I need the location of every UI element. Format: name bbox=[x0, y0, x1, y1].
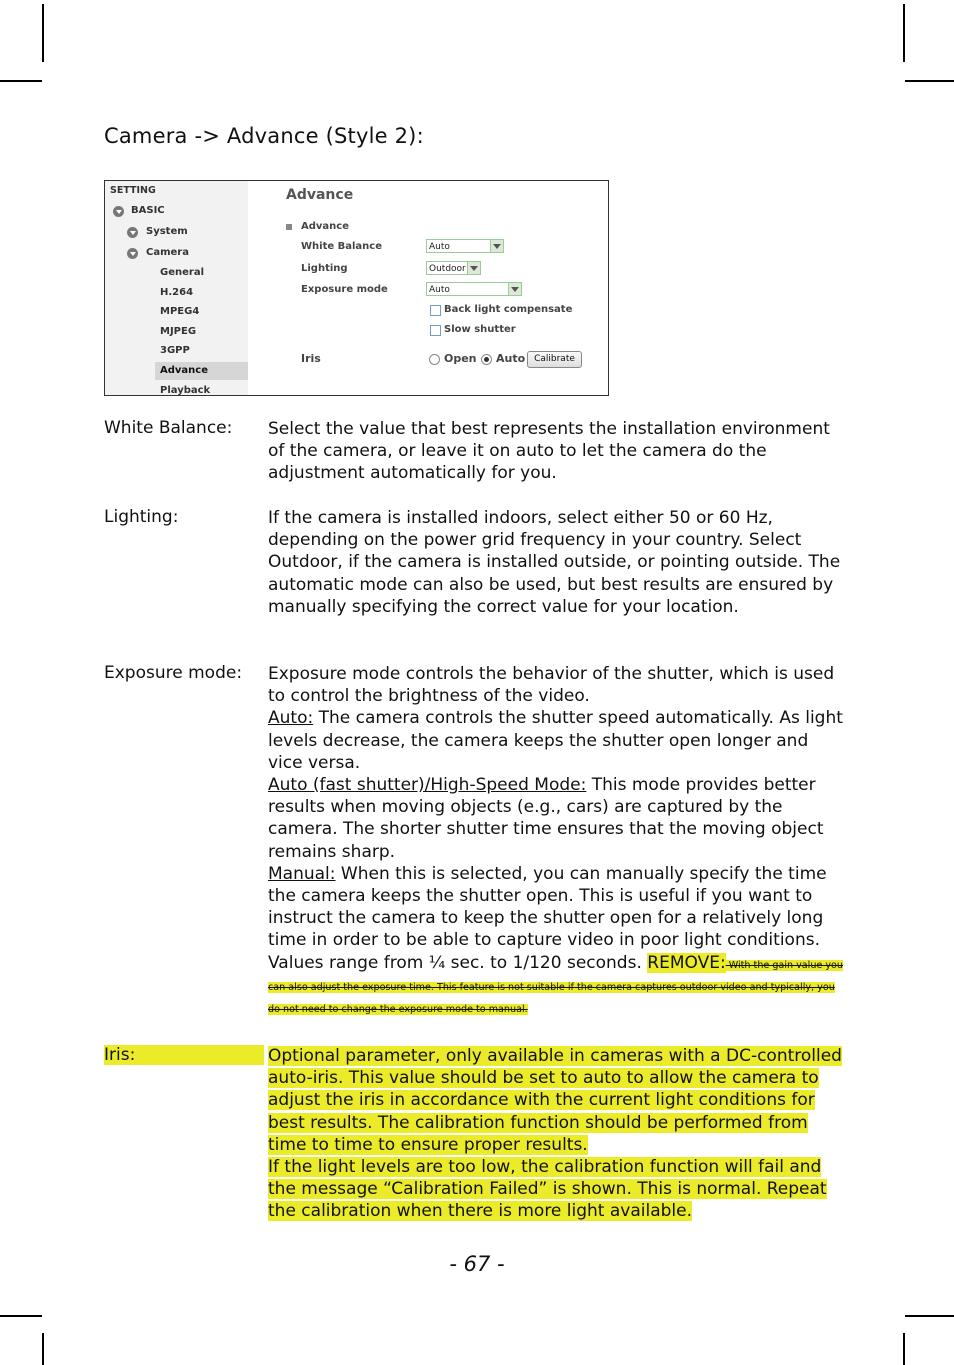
slow-shutter-label: Slow shutter bbox=[444, 324, 516, 335]
crop-mark bbox=[0, 1315, 42, 1317]
sidebar-item-3gpp[interactable]: 3GPP bbox=[160, 345, 190, 356]
iris-auto-label: Auto bbox=[496, 352, 526, 365]
crop-mark bbox=[905, 1315, 954, 1317]
lighting-select[interactable] bbox=[426, 261, 481, 275]
white-balance-description bbox=[268, 418, 848, 485]
manual-term: Manual: bbox=[268, 863, 336, 884]
white-balance-select[interactable] bbox=[426, 239, 504, 253]
white-balance-text: Select the value that best represents the installation environment of the camera, or leave it on auto to let the camera do the adjustment automatically for you. bbox=[268, 419, 830, 484]
chevron-down-icon bbox=[467, 262, 480, 274]
exposure-auto bbox=[268, 707, 848, 774]
section-title: Advance bbox=[301, 221, 349, 232]
iris-term: Iris: bbox=[104, 1045, 264, 1065]
iris-text-2: If the light levels are too low, the calibration function will fail and the message “Calibration Failed” is shown. This is normal. Repeat the calibration when there is more light available. bbox=[268, 1157, 827, 1222]
lighting-value: Outdoor bbox=[429, 264, 466, 274]
sidebar-item-playback[interactable]: Playback bbox=[160, 385, 211, 396]
auto-text: The camera controls the shutter speed automatically. As light levels decrease, the camera keeps the shutter open longer and vice versa. bbox=[268, 708, 843, 773]
exposure-term: Exposure mode: bbox=[104, 663, 243, 683]
crop-mark bbox=[42, 1333, 44, 1365]
white-balance-value: Auto bbox=[429, 242, 450, 252]
back-light-label: Back light compensate bbox=[444, 304, 573, 315]
removed-text: With the gain value you can also adjust the exposure time. This feature is not suitable if the camera captures outdoor video and typically, you do not need to change the exposure mode to manual. bbox=[268, 959, 843, 1016]
exposure-mode-label: Exposure mode bbox=[301, 284, 388, 295]
exposure-mode-select[interactable] bbox=[426, 282, 522, 296]
exposure-intro: Exposure mode controls the behavior of the shutter, which is used to control the brightness of the video. bbox=[268, 664, 835, 707]
chevron-down-icon bbox=[490, 240, 503, 252]
page-number: - 67 - bbox=[449, 1252, 505, 1276]
lighting-text: If the camera is installed indoors, select either 50 or 60 Hz, depending on the power grid frequency in your country. Select Outdoor, if the camera is installed outside, or pointing outside. The automatic mode can also be used, but best results are ensured by manually specifying the correct value for your location. bbox=[268, 508, 841, 617]
back-light-checkbox[interactable] bbox=[430, 305, 441, 316]
fast-shutter-text: This mode provides better results when moving objects (e.g., cars) are captured by the camera. The shorter shutter time ensures that the moving object remains sharp. bbox=[268, 775, 824, 862]
lighting-term: Lighting: bbox=[104, 507, 179, 527]
sidebar-item-system[interactable]: System bbox=[146, 226, 188, 237]
page-heading: Camera -> Advance (Style 2): bbox=[104, 124, 424, 148]
lighting-description bbox=[268, 507, 848, 618]
sidebar-item-basic[interactable]: BASIC bbox=[131, 205, 165, 216]
iris-paragraph-1 bbox=[268, 1045, 848, 1156]
iris-paragraph-2 bbox=[268, 1156, 848, 1223]
sidebar-item-camera[interactable]: Camera bbox=[146, 247, 189, 258]
chevron-down-icon bbox=[127, 248, 138, 259]
crop-mark bbox=[42, 4, 44, 62]
sidebar-item-mpeg4[interactable]: MPEG4 bbox=[160, 306, 200, 317]
iris-text-1: Optional parameter, only available in cameras with a DC-controlled auto-iris. This value should be set to auto to allow the camera to adjust the iris in accordance with the current light conditions for best results. The calibration function should be performed from time to time to ensure proper results. bbox=[268, 1046, 842, 1155]
auto-term: Auto: bbox=[268, 708, 314, 729]
slow-shutter-checkbox[interactable] bbox=[430, 325, 441, 336]
settings-sidebar bbox=[105, 181, 248, 395]
exposure-description bbox=[268, 663, 848, 1018]
crop-mark bbox=[903, 4, 905, 62]
sidebar-setting-title: SETTING bbox=[110, 185, 156, 196]
settings-screenshot bbox=[104, 180, 609, 396]
iris-open-label: Open bbox=[444, 352, 477, 365]
bullet-icon bbox=[286, 224, 292, 230]
fast-shutter-term: Auto (fast shutter)/High-Speed Mode: bbox=[268, 775, 587, 796]
iris-open-radio[interactable] bbox=[429, 354, 440, 365]
exposure-mode-value: Auto bbox=[429, 285, 450, 295]
panel-title: Advance bbox=[286, 187, 354, 203]
manual-text: When this is selected, you can manually specify the time the camera keeps the shutter open. This is useful if you want to instruct the camera to keep the shutter open for a relatively long time in order to be able to capture video in poor light conditions. Values range from ¼ sec. to 1/120 seconds. bbox=[268, 863, 827, 973]
iris-label: Iris bbox=[301, 352, 321, 365]
sidebar-item-mjpeg[interactable]: MJPEG bbox=[160, 326, 197, 337]
sidebar-item-advance[interactable]: Advance bbox=[160, 365, 208, 376]
lighting-label: Lighting bbox=[301, 263, 348, 274]
exposure-manual bbox=[268, 863, 848, 1018]
remove-label: REMOVE: bbox=[647, 952, 726, 973]
crop-mark bbox=[0, 80, 42, 82]
white-balance-term: White Balance: bbox=[104, 418, 233, 438]
iris-description bbox=[268, 1045, 848, 1223]
settings-main bbox=[248, 181, 608, 395]
calibrate-button[interactable]: Calibrate bbox=[527, 351, 582, 368]
crop-mark bbox=[903, 1333, 905, 1365]
chevron-down-icon bbox=[127, 227, 138, 238]
iris-auto-radio[interactable] bbox=[481, 354, 492, 365]
sidebar-item-general[interactable]: General bbox=[160, 267, 204, 278]
chevron-down-icon bbox=[113, 206, 124, 217]
chevron-down-icon bbox=[508, 283, 521, 295]
sidebar-item-h264[interactable]: H.264 bbox=[160, 287, 194, 298]
white-balance-label: White Balance bbox=[301, 241, 382, 252]
exposure-fast bbox=[268, 774, 848, 863]
crop-mark bbox=[905, 80, 954, 82]
